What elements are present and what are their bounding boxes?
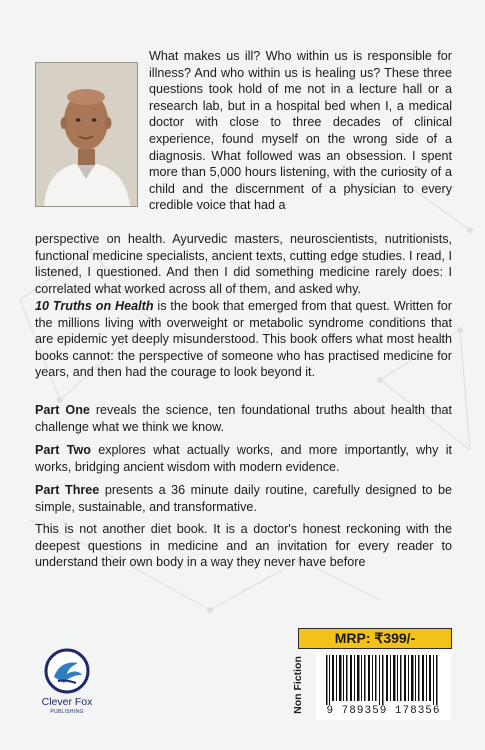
genre-text: Non Fiction [292,656,304,714]
intro-continuation: perspective on health. Ayurvedic masters, neuroscientists, nutritionists, functional medicine specialists, ancient texts, cutting edge studies. I read, I listened, I questioned. And then I did something medicine rarely does: I correlated what worked across all of them, and asked why. [35,232,452,296]
price-label: MRP: ₹399/- [298,628,452,649]
barcode [316,652,451,720]
publisher-logo [32,647,102,737]
part-one-label: Part One [35,403,90,417]
publisher-subtitle: PUBLISHING [50,709,84,715]
part-two-label: Part Two [35,443,91,457]
barcode-bars [316,655,451,707]
part-three-paragraph [35,482,452,515]
intro-paragraph: What makes us ill? Who within us is responsible for illness? And who within us is healing us? These three questions took hold of me not in a lecture hall or a research lab, but in a hospital bed when I, a medical doctor with close to three decades of clinical experience, found myself on the wrong side of a diagnosis. What followed was an obsession. I spent more than 5,000 hours listening, with the curiosity of a child and the discernment of a physician to every credible voice that had a [149,49,452,213]
part-one-paragraph [35,402,452,435]
book-description-paragraph [35,298,452,381]
part-two-text: explores what actually works, and more importantly, why it works, bridging ancient wisdom with modern evidence. [35,443,452,474]
part-three-text: presents a 36 minute daily routine, carefully designed to be simple, sustainable, and transformative. [35,483,452,514]
author-photo [35,62,138,207]
part-two-paragraph [35,442,452,475]
genre-label [289,648,307,722]
part-one-text: reveals the science, ten foundational truths about health that challenge what we think we know. [35,403,452,434]
book-description-text: is the book that emerged from that quest. Written for the millions living with overweight or metabolic syndrome conditions that are epidemic yet deeply misunderstood. This book offers what most health books cannot: the perspective of someone who has practised medicine for years, and then had the courage to look beyond it. [35,299,452,380]
book-title: 10 Truths on Health [35,299,154,313]
closing-paragraph: This is not another diet book. It is a doctor's honest reckoning with the deepest questions in medicine and an invitation for every reader to understand their own body in a way they never have before [35,522,452,570]
part-three-label: Part Three [35,483,100,497]
publisher-name: Clever Fox [41,696,93,708]
isbn-number: 9 789359 178356 [326,705,441,717]
clever-fox-logo-icon [32,647,102,695]
